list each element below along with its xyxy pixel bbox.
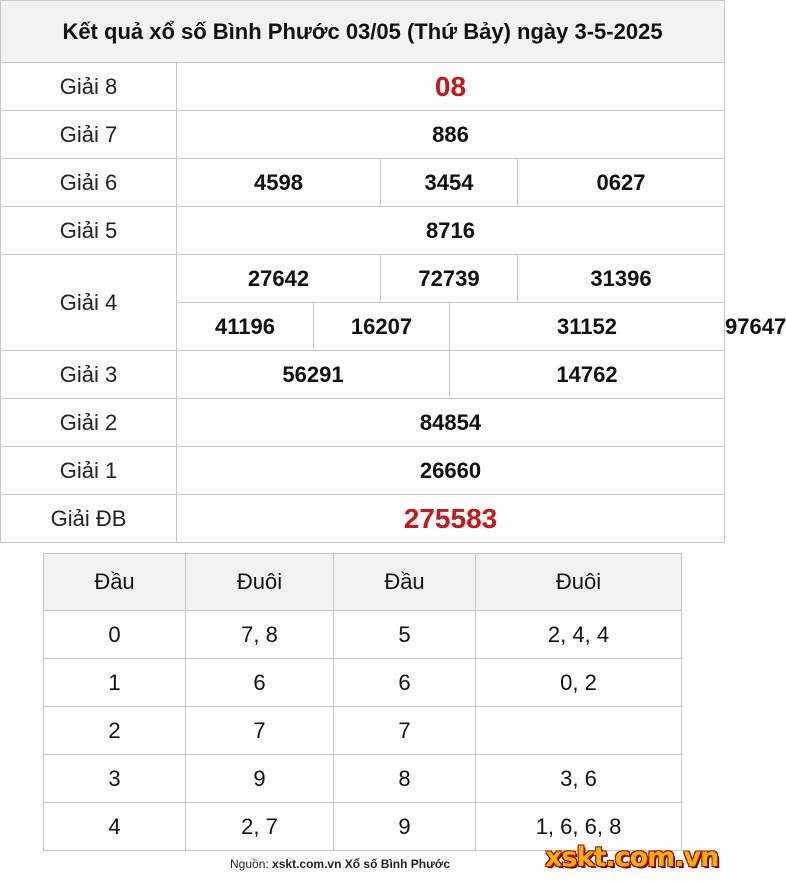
stats-row <box>44 611 682 659</box>
prize-row-g3 <box>1 351 725 399</box>
prize-label-g3: Giải 3 <box>1 351 177 399</box>
stats-cell: 8 <box>334 755 476 803</box>
prize-row-db <box>1 495 725 543</box>
source-prefix: Nguồn: <box>230 857 269 871</box>
stats-cell: 4 <box>44 803 186 851</box>
prize-label-g5: Giải 5 <box>1 207 177 255</box>
prize-row-g8 <box>1 63 725 111</box>
prize-row-g2 <box>1 399 725 447</box>
prize-label-g6: Giải 6 <box>1 159 177 207</box>
stats-cell: 6 <box>334 659 476 707</box>
stats-row <box>44 755 682 803</box>
stats-cell: 2, 7 <box>186 803 334 851</box>
prize-row-g6 <box>1 159 725 207</box>
stats-cell: 3 <box>44 755 186 803</box>
stats-cell <box>476 707 682 755</box>
prize-value-g6: 4598 <box>177 159 381 207</box>
prize-row-g7 <box>1 111 725 159</box>
stats-cell: 3, 6 <box>476 755 682 803</box>
stats-cell: 1 <box>44 659 186 707</box>
stats-row <box>44 659 682 707</box>
prize-value-g4: 16207 <box>314 303 450 351</box>
prize-value-g3: 14762 <box>450 351 725 399</box>
stats-cell: 0 <box>44 611 186 659</box>
prize-row-g5 <box>1 207 725 255</box>
prize-value-g8: 08 <box>177 63 725 111</box>
prize-label-g4: Giải 4 <box>1 255 177 351</box>
stats-header-dau: Đầu <box>334 554 476 611</box>
prize-label-g7: Giải 7 <box>1 111 177 159</box>
stats-cell: 5 <box>334 611 476 659</box>
prize-value-g4: 31152 <box>450 303 725 351</box>
prize-value-g2: 84854 <box>177 399 725 447</box>
prize-row-g4 <box>1 255 725 303</box>
stats-cell: 0, 2 <box>476 659 682 707</box>
prize-row-g4-second: 41196 16207 31152 97647 <box>1 303 725 351</box>
prize-label-db: Giải ĐB <box>1 495 177 543</box>
results-header-row <box>1 1 725 63</box>
prize-value-g4: 72739 <box>381 255 518 303</box>
stats-cell: 7 <box>186 707 334 755</box>
prize-value-g7: 886 <box>177 111 725 159</box>
source-name: Xổ số Bình Phước <box>344 857 450 871</box>
stats-cell: 2 <box>44 707 186 755</box>
stats-cell: 9 <box>334 803 476 851</box>
prize-value-g1: 26660 <box>177 447 725 495</box>
prize-value-g4: 41196 <box>177 303 314 351</box>
stats-header-duoi: Đuôi <box>476 554 682 611</box>
results-title: Kết quả xổ số Bình Phước 03/05 (Thứ Bảy) ngày 3-5-2025 <box>1 1 725 63</box>
stats-row <box>44 707 682 755</box>
stats-cell: 1, 6, 6, 8 <box>476 803 682 851</box>
prize-value-g5: 8716 <box>177 207 725 255</box>
stats-cell: 7, 8 <box>186 611 334 659</box>
prize-value-g6: 0627 <box>518 159 725 207</box>
prize-value-g6: 3454 <box>381 159 518 207</box>
prize-value-db: 275583 <box>177 495 725 543</box>
site-logo: xskt.com.vn <box>545 842 719 873</box>
prize-label-g2: Giải 2 <box>1 399 177 447</box>
stats-header-duoi: Đuôi <box>186 554 334 611</box>
prize-row-g1 <box>1 447 725 495</box>
prize-label-g8: Giải 8 <box>1 63 177 111</box>
source-site: xskt.com.vn <box>272 857 342 871</box>
stats-cell: 9 <box>186 755 334 803</box>
prize-value-g4: 27642 <box>177 255 381 303</box>
loto-stats-table <box>43 553 682 851</box>
stats-header-row <box>44 554 682 611</box>
source-line <box>230 857 450 871</box>
stats-cell: 2, 4, 4 <box>476 611 682 659</box>
stats-cell: 6 <box>186 659 334 707</box>
stats-cell: 7 <box>334 707 476 755</box>
prize-label-g1: Giải 1 <box>1 447 177 495</box>
stats-header-dau: Đầu <box>44 554 186 611</box>
prize-value-g3: 56291 <box>177 351 450 399</box>
prize-value-g4: 31396 <box>518 255 725 303</box>
